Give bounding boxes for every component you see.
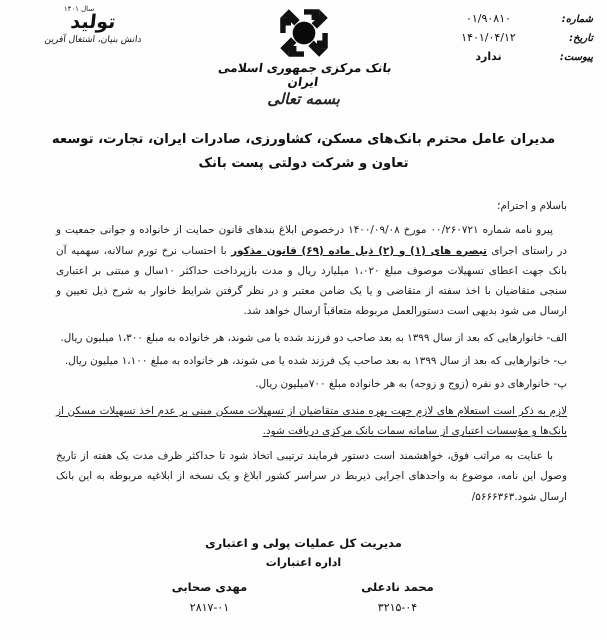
- signer-primary-ext: ۳۲۱۵-۰۴: [377, 601, 418, 615]
- bank-name-text: بانک مرکزی جمهوری اسلامی ایران: [216, 61, 393, 89]
- meta-label-attachment: پیوست:: [559, 52, 593, 63]
- signer-primary: [350, 580, 446, 614]
- document-meta-fields: [398, 12, 593, 69]
- paragraph-intro: [56, 220, 567, 321]
- signer-secondary: [162, 580, 258, 614]
- paragraph-intro-part1: پیرو نامه شماره ۰۰/۲۶۰۷۲۱ مورخ ۱۴۰۰/۰۹/۰۸ درخصوص ابلاغ بندهای قانون حمایت از خانواده و جوانی جمعیت و در راستای اجرای: [56, 224, 567, 257]
- signature-block: [0, 534, 607, 614]
- signers-row: [0, 580, 607, 614]
- central-bank-pinwheel-logo-icon: [277, 6, 331, 60]
- meta-value-date: ۱۴۰۱/۰۴/۱۲: [461, 31, 516, 44]
- signer-secondary-name: مهدی صحابی: [171, 580, 248, 595]
- year-slogan-main: تولید: [69, 11, 117, 33]
- meta-value-attachment: ندارد: [475, 50, 502, 63]
- signing-sub-department: اداره اعتبارات: [265, 555, 342, 569]
- greeting-line: باسلام و احترام؛: [497, 200, 567, 212]
- bank-emblem: [209, 6, 399, 108]
- meta-row-attachment: [398, 50, 593, 63]
- clause-item-pe: پ- خانوارهای دو نفره (زوج و زوجه) به هر خانواده مبلغ ۷۰۰میلیون ریال.: [255, 378, 567, 391]
- year-slogan: [18, 5, 168, 45]
- paragraph-intro-part2: با احتساب نرخ تورم سالانه، سهمیه آن بانک جهت اعطای تسهیلات موصوف مبلغ ۱،۰۲۰ میلیارد ریال و مدت بازپرداخت حداکثر ۱۰سال و مبتنی بر اعتباری سنجی متقاضیان با اخذ سفته از متقاضی و یا یک ضامن معتبر و در نظر گرفتن شرایط خانوار به شرح ذیل تعیین و ارسال می شود بدیهی است دستورالعمل مربوطه متعاقباً ارسال خواهد شد.: [56, 244, 567, 318]
- year-slogan-year: سال ۱۴۰۱: [63, 5, 95, 13]
- paragraph-inquiry-note: لازم به ذکر است استعلام های لازم جهت بهره مندی متقاضیان از تسهیلات مسکن مبنی بر عدم اخذ تسهیلات مسکن از بانک‌ها و مؤسسات اعتباری از سامانه سمات بانک مرکزی دریافت شود.: [56, 404, 567, 437]
- meta-value-number: ۰۱/۹۰۸۱۰: [465, 12, 512, 25]
- paragraph-intro-emphasis: تبصره های (۱) و (۲) ذیل ماده (۶۹) قانون مذکور: [231, 244, 487, 257]
- clause-item-alef: الف- خانوارهایی که بعد از سال ۱۳۹۹ به بعد صاحب دو فرزند شده یا می شوند، هر خانواده به مبلغ ۱،۳۰۰ میلیون ریال.: [60, 331, 567, 344]
- signer-primary-name: محمد نادعلی: [361, 580, 434, 595]
- letterhead-header: [0, 0, 607, 118]
- signing-department: مدیریت کل عملیات پولی و اعتباری: [205, 536, 402, 550]
- clause-item-be: ب- خانوارهایی که بعد از سال ۱۳۹۹ به بعد صاحب یک فرزند شده یا می شوند، هر خانواده به مبلغ ۱،۱۰۰ میلیون ریال.: [64, 354, 567, 367]
- meta-row-number: [398, 12, 593, 25]
- letter-body: [56, 196, 567, 512]
- meta-label-date: تاریخ:: [569, 33, 593, 44]
- year-slogan-sub: دانش بنیان، اشتغال آفرین: [44, 34, 142, 45]
- clause-list: [56, 328, 567, 395]
- besmeh-taala-calligraphy: بسمه تعالی: [267, 90, 340, 108]
- signer-secondary-ext: ۲۸۱۷-۰۱: [189, 601, 230, 615]
- meta-label-number: شماره:: [561, 14, 593, 25]
- addressee-title: مدیران عامل محترم بانک‌های مسکن، کشاورزی، صادرات ایران، تجارت، توسعه تعاون و شرکت دولتی پست بانک: [51, 132, 556, 172]
- meta-row-date: [398, 31, 593, 44]
- paragraph-closing: با عنایت به مراتب فوق، خواهشمند است دستور فرمایند ترتیبی اتخاذ شود تا حداکثر ظرف مدت یک هفته از تاریخ وصول این نامه، موضوع به واحدهای اجرایی ذیربط در سراسر کشور ابلاغ و یک نسخه از ابلاغیه مربوطه به این بانک ارسال شود.۵۶۶۶۳۶۳/: [56, 450, 567, 503]
